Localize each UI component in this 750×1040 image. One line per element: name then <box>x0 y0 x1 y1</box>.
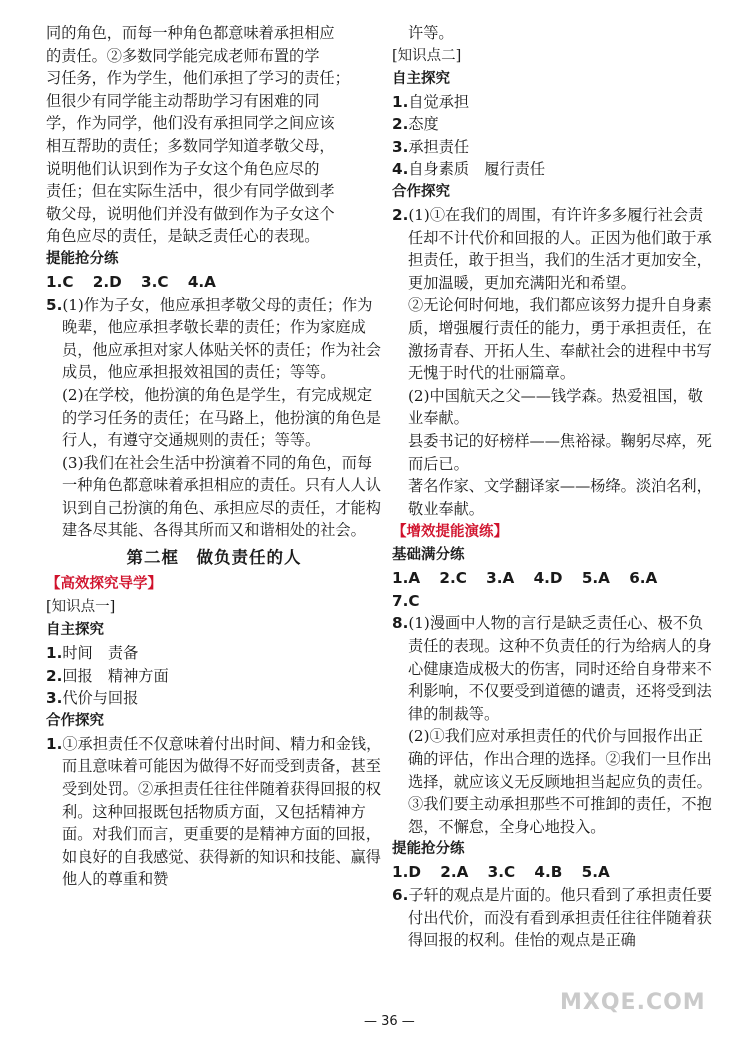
answer-b1: 1.A <box>392 569 421 588</box>
page-number: — 36 — <box>364 1014 415 1029</box>
intro-line-3: 习任务，作为学生，他们承担了学习的责任； <box>46 69 350 88</box>
heading-hezuo-2: 合作探究 <box>392 183 450 200</box>
intro-line-9: 敬父母，说明他们并没有做到作为子女这个 <box>46 204 335 223</box>
left-column <box>46 22 382 891</box>
q8-part-1-text: (1)漫画中人物的言行是缺乏责任心、极不负责任的表现。这种不负责任的行为给病人的身心健康造成极大的伤害，同时还给自身带来不利影响，不仅要受到道德的谴责，还将受到法律的制裁等。 <box>408 614 712 723</box>
answer-2: 2.D <box>92 272 122 291</box>
intro-line-7: 说明他们认识到作为子女这个角色应尽的 <box>46 159 320 178</box>
answers-row-2 <box>392 567 718 612</box>
q8-part-2: (2)①我们应对承担责任的代价与回报作出正确的评估，作出合理的选择。②我们一旦作出选择，就应该义无反顾地担当起应负的责任。③我们要主动承担那些不可推卸的责任，不抱怨，不懈怠，全身心地投入。 <box>408 727 712 836</box>
zizhu2-item-1-number: 1. <box>392 92 409 111</box>
hezuo2-number: 2. <box>392 205 409 224</box>
intro-line-10: 角色应尽的责任，是缺乏责任心的表现。 <box>46 227 320 246</box>
q6-number: 6. <box>392 886 409 904</box>
intro-line-1: 同的角色，而每一种角色都意味着承担相应 <box>46 24 335 42</box>
hezuo2-part-2: (2)中国航天之父——钱学森。热爱祖国，敬业奉献。 <box>408 386 703 428</box>
zizhu2-item-2-text: 态度 <box>408 115 439 134</box>
heading-zizhu-2: 自主探究 <box>392 70 450 87</box>
intro-line-5: 学，作为同学，他们没有承担同学之间应该 <box>46 114 335 133</box>
zizhu-item-3-text: 代价与回报 <box>62 689 139 708</box>
answer-c5: 5.A <box>581 863 610 882</box>
q5-part-1 <box>46 294 382 384</box>
heading-jichu: 基础满分练 <box>392 547 465 564</box>
zizhu2-item-3-number: 3. <box>392 137 409 156</box>
zizhu2-item-4 <box>392 158 718 181</box>
hezuo-1-number: 1. <box>46 734 63 753</box>
zizhu2-item-3 <box>392 136 718 159</box>
zizhu-item-2-number: 2. <box>46 666 63 685</box>
zizhu2-item-2-number: 2. <box>392 115 409 134</box>
answer-c2: 2.A <box>440 863 469 882</box>
intro-line-4: 但很少有同学能主动帮助学习有困难的同 <box>46 91 320 110</box>
heading-tineng: 提能抢分练 <box>46 250 119 267</box>
zizhu-item-2-text: 回报 精神方面 <box>62 666 169 685</box>
hezuo2-part-4: 著名作家、文学翻译家——杨绛。淡泊名利，敬业奉献。 <box>408 477 712 518</box>
answer-b6: 6.A <box>629 569 658 588</box>
intro-line-6: 相互帮助的责任；多数同学知道孝敬父母， <box>46 136 335 155</box>
right-column <box>392 22 718 952</box>
heading-tineng-2: 提能抢分练 <box>392 841 465 858</box>
zizhu2-item-1-text: 自觉承担 <box>408 92 470 111</box>
zizhu-item-1-text: 时间 责备 <box>62 644 139 663</box>
answers-row-3 <box>392 861 718 884</box>
hezuo2-part-1-text: (1)①在我们的周围，有许许多多履行社会责任却不计代价和回报的人。正因为他们敢于承担责任，敢于担当，我们的生活才更加安全，更加温暖，更加充满阳光和希望。 <box>408 205 712 292</box>
answer-1: 1.C <box>46 272 74 291</box>
q5-number: 5. <box>46 295 63 314</box>
red-heading-zengxiao: 【增效提能演练】 <box>392 524 508 541</box>
answer-b5: 5.A <box>581 569 610 588</box>
hezuo2-part-1 <box>392 204 718 294</box>
hezuo2-part-1b: ②无论何时何地，我们都应该努力提升自身素质，增强履行责任的能力，勇于承担责任，在激扬青春、开拓人生、奉献社会的进程中书写无愧于时代的壮丽篇章。 <box>408 296 712 383</box>
zizhu-item-2 <box>46 665 382 688</box>
answer-4: 4.A <box>187 272 216 291</box>
intro-line-2: 的责任。②多数同学能完成老师布置的学 <box>46 46 320 65</box>
watermark-logo: MXQE.COM <box>560 990 706 1015</box>
hezuo-1-text: ①承担责任不仅意味着付出时间、精力和金钱，而且意味着可能因为做得不好而受到责备，甚至受到处罚。②承担责任往往伴随着获得回报的权利。这种回报既包括物质方面，又包括精神方面。对我们而言，更重要的是精神方面的回报，如良好的自我感觉、获得新的知识和技能、赢得他人的尊重和赞 <box>62 734 382 889</box>
answer-b3: 3.A <box>486 569 515 588</box>
answer-b2: 2.C <box>439 569 467 588</box>
zizhu2-item-4-text: 自身素质 履行责任 <box>408 160 546 179</box>
heading-zizhu-1: 自主探究 <box>46 622 104 639</box>
continued-line: 许等。 <box>408 24 454 42</box>
q8-number: 8. <box>392 614 409 633</box>
hezuo-answer-1 <box>46 733 382 891</box>
knowledge-point-1: [知识点一] <box>46 599 116 616</box>
zizhu-item-3-number: 3. <box>46 689 63 708</box>
zizhu2-item-2 <box>392 113 718 136</box>
zizhu2-item-1 <box>392 91 718 114</box>
zizhu2-item-3-text: 承担责任 <box>408 137 470 156</box>
q8-part-1 <box>392 612 718 725</box>
zizhu-item-1-number: 1. <box>46 644 63 663</box>
knowledge-point-2: [知识点二] <box>392 47 462 64</box>
hezuo2-part-3: 县委书记的好榜样——焦裕禄。鞠躬尽瘁，死而后已。 <box>408 431 712 473</box>
zizhu2-item-4-number: 4. <box>392 160 409 179</box>
answer-3: 3.C <box>141 272 169 291</box>
answer-b7: 7.C <box>392 591 420 610</box>
answer-c1: 1.D <box>392 863 421 882</box>
zizhu-item-3 <box>46 687 382 710</box>
q5-part-1-text: (1)作为子女，他应承担孝敬父母的责任；作为晚辈，他应承担孝敬长辈的责任；作为家庭成员，他应承担对家人体贴关怀的责任；作为社会成员，他应承担报效祖国的责任；等等。 <box>62 295 381 382</box>
q6-text: 子轩的观点是片面的。他只看到了承担责任要付出代价，而没有看到承担责任往往伴随着获得回报的权利。佳怡的观点是正确 <box>408 886 713 950</box>
q5-part-2: (2)在学校，他扮演的角色是学生，有完成规定的学习任务的责任；在马路上，他扮演的角色是行人，有遵守交通规则的责任；等等。 <box>62 385 381 450</box>
answer-b4: 4.D <box>533 569 563 588</box>
answer-c4: 4.B <box>534 863 563 882</box>
zizhu-item-1 <box>46 642 382 665</box>
intro-line-8: 责任；但在实际生活中，很少有同学做到孝 <box>46 182 335 201</box>
answers-row-1 <box>46 271 382 294</box>
q5-part-3: (3)我们在社会生活中扮演着不同的角色，而每一种角色都意味着承担相应的责任。只有人人认识到自己扮演的角色、承担应尽的责任，才能构建各尽其能、各得其所而又和谐相处的社会。 <box>62 453 381 540</box>
red-heading-gaoxiao: 【高效探究导学】 <box>46 576 162 593</box>
heading-hezuo-1: 合作探究 <box>46 712 104 729</box>
section-title: 第二框 做负责任的人 <box>126 548 302 568</box>
answer-c3: 3.C <box>487 863 516 882</box>
q6-answer <box>392 884 718 952</box>
